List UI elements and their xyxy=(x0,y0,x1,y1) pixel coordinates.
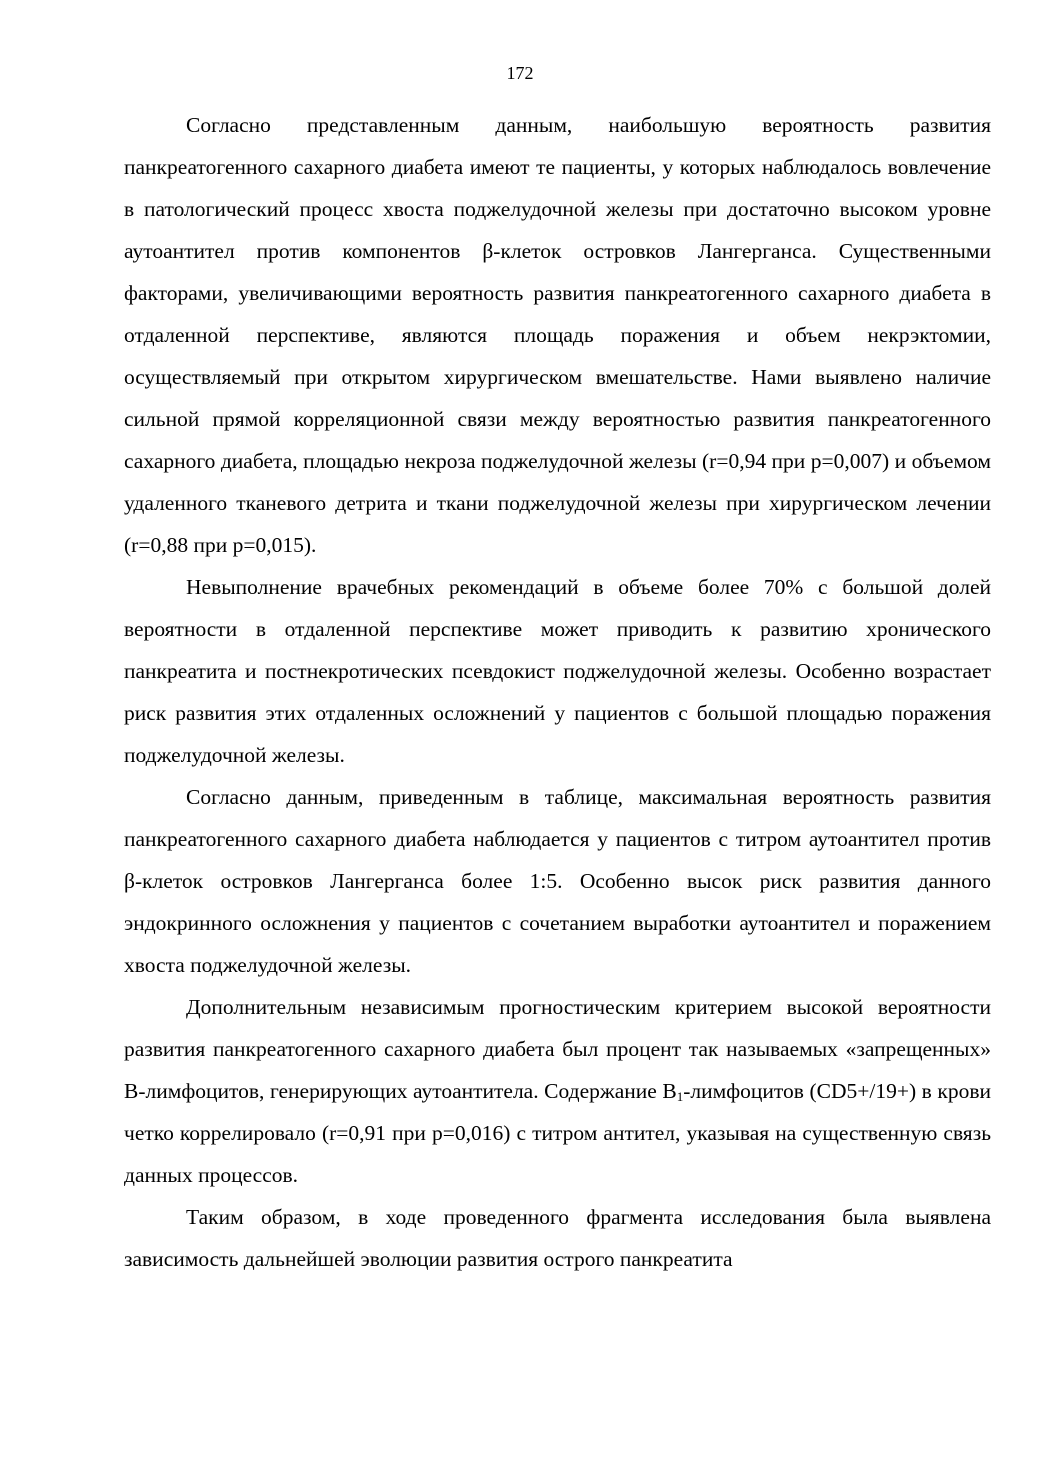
paragraph-4 xyxy=(124,986,991,1196)
paragraph-4-text-start: Дополнительным независимым прогностическим критерием высокой вероятности развития панкреатогенного сахарного диабета был процент так называемых «запрещенных» В-лимфоцитов, генерирующих аутоантитела. Содержание В xyxy=(124,995,991,1103)
paragraph-4-text-end: -лимфоцитов (CD5+/19+) в крови четко коррелировало (r=0,91 при p=0,016) с титром антител, указывая на существенную связь данных процессов. xyxy=(124,1079,991,1187)
document-body xyxy=(124,104,991,1280)
paragraph-4-subscript: 1 xyxy=(676,1089,684,1104)
paragraph-1: Согласно представленным данным, наибольшую вероятность развития панкреатогенного сахарного диабета имеют те пациенты, у которых наблюдалось вовлечение в патологический процесс хвоста поджелудочной железы при достаточно высоком уровне аутоантител против компонентов β-клеток островков Лангерганса. Существенными факторами, увеличивающими вероятность развития панкреатогенного сахарного диабета в отдаленной перспективе, являются площадь поражения и объем некрэктомии, осуществляемый при открытом хирургическом вмешательстве. Нами выявлено наличие сильной прямой корреляционной связи между вероятностью развития панкреатогенного сахарного диабета, площадью некроза поджелудочной железы (r=0,94 при p=0,007) и объемом удаленного тканевого детрита и ткани поджелудочной железы при хирургическом лечении (r=0,88 при p=0,015). xyxy=(124,113,991,557)
paragraph-3: Согласно данным, приведенным в таблице, максимальная вероятность развития панкреатогенного сахарного диабета наблюдается у пациентов с титром аутоантител против β-клеток островков Лангерганса более 1:5. Особенно высок риск развития данного эндокринного осложнения у пациентов с сочетанием выработки аутоантител и поражением хвоста поджелудочной железы. xyxy=(124,785,991,977)
page-number: 172 xyxy=(506,63,534,83)
paragraph-5: Таким образом, в ходе проведенного фрагмента исследования была выявлена зависимость дальнейшей эволюции развития острого панкреатита xyxy=(124,1205,991,1271)
paragraph-2: Невыполнение врачебных рекомендаций в объеме более 70% с большой долей вероятности в отдаленной перспективе может приводить к развитию хронического панкреатита и постнекротических псевдокист поджелудочной железы. Особенно возрастает риск развития этих отдаленных осложнений у пациентов с большой площадью поражения поджелудочной железы. xyxy=(124,575,991,767)
